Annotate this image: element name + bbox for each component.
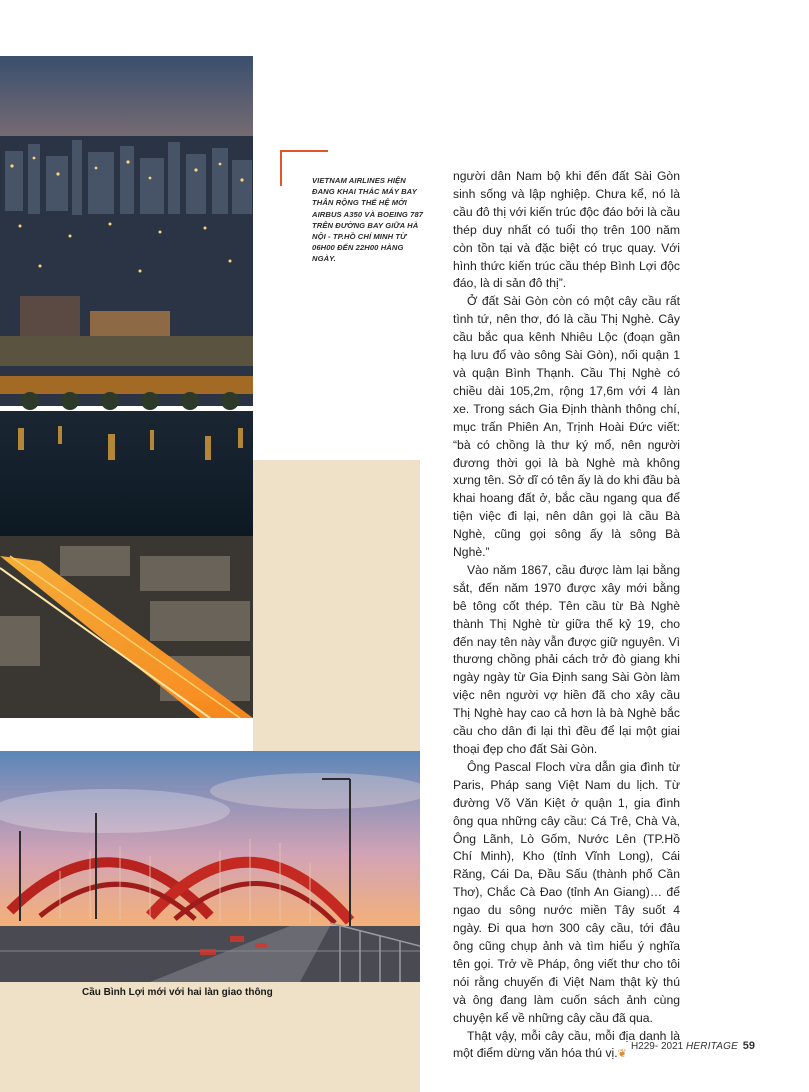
article-paragraph: Vào năm 1867, cầu được làm lại bằng sắt, đến năm 1970 được xây mới bằng bê tông cốt thép. Tên cầu từ Bà Nghè thành Thị Nghè từ giữa thế kỷ 19, cho đến nay tên này vẫn được giữ nguyên. Vì thương chồng phải cách trở đò giang khi ngày ngày từ Gia Định sang Sài Gòn làm việc nên người vợ hiền đã cho xây cầu Thị Nghè hay cao cả hơn là bà Nghè bắc cầu cho dân đi lại thì đều để lại một giai thoại đẹp cho đất Sài Gòn.	[453, 562, 680, 756]
magazine-name: HERITAGE	[685, 1041, 738, 1052]
page-number: 59	[742, 1040, 755, 1052]
beige-caption-band	[0, 982, 420, 1092]
end-mark-icon: ❦	[617, 1048, 627, 1061]
article-last-text: Thật vậy, mỗi cây cầu, mỗi địa danh là một điểm dừng văn hóa thú vị.	[453, 1028, 680, 1061]
article-paragraph: người dân Nam bộ khi đến đất Sài Gòn sinh sống và lập nghiệp. Chưa kể, nó là cầu đô thị với kiến trúc độc đáo bởi là cầu thép duy nhất có tuổi thọ trên 100 năm còn tồn tại và đặc biệt có trục quay. Với hình thức kiến trúc cầu thép Bình Lợi độc đáo, là di sản đô thị”.	[453, 169, 680, 291]
article-body	[453, 168, 680, 1064]
photo-caption: Cầu Bình Lợi mới với hai làn giao thông	[82, 987, 273, 998]
article-paragraph: Ở đất Sài Gòn còn có một cây cầu rất tình tứ, nên thơ, đó là cầu Thị Nghè. Cây cầu bắc qua kênh Nhiêu Lộc (đoạn gần hạ lưu đổ vào sông Sài Gòn), nối quận 1 và quận Bình Thạnh. Cầu Thị Nghè có chiều dài 105,2m, rộng 17,6m với 4 làn xe. Trong sách Gia Định thành thông chí, mục trấn Phiên An, Trịnh Hoài Đức viết: “bà có chồng là thư ký mổ, nên người đương thời gọi là bà Nghè mà không xưng tên. Sở dĩ có tên ấy là do khi đầu bà khai hoang đất ở, bắc cầu ngang qua để tiện việc đi lại, nên dân gọi là cầu Bà Nghè, cũng gọi sông ấy là sông Bà Nghè.”	[453, 294, 680, 560]
binh-loi-bridge-photo	[0, 751, 420, 982]
issue-number: H229- 2021	[630, 1041, 684, 1052]
article-paragraph: Ông Pascal Floch vừa dẫn gia đình từ Paris, Pháp sang Việt Nam du lịch. Từ đường Võ Văn Kiệt ở quận 1, gia đình ông qua những cây cầu: Cá Trê, Chà Và, Ông Lãnh, Lò Gốm, Nước Lên (TP.Hồ Chí Minh), Kho (tỉnh Vĩnh Long), Cái Răng, Cái Da, Đầu Sấu (thành phố Cần Thơ), Chắc Cà Đao (tỉnh An Giang)… để ngao du sông nước miền Tây suốt 4 ngày. Đi qua hơn 300 cây cầu, tới đâu ông cũng chụp ảnh và tìm hiểu ý nghĩa tên gọi. Trở về Pháp, ông viết thư cho tôi nói rằng chuyến đi Việt Nam thật kỳ thú và ông đang làm cuốn sách ảnh cùng chuyện kể về những cây cầu đã qua.	[453, 759, 680, 1025]
city-night-photo	[0, 56, 253, 718]
page-folio	[631, 1040, 755, 1052]
sidebar-caption: VIETNAM AIRLINES HIỆN ĐANG KHAI THÁC MÁY BAY THÂN RỘNG THẾ HỆ MỚI AIRBUS A350 VÀ BOEING 787 TRÊN ĐƯỜNG BAY GIỮA HÀ NỘI - TP.HỒ CHÍ MINH TỪ 06H00 ĐẾN 22H00 HÀNG NGÀY.	[312, 176, 424, 264]
